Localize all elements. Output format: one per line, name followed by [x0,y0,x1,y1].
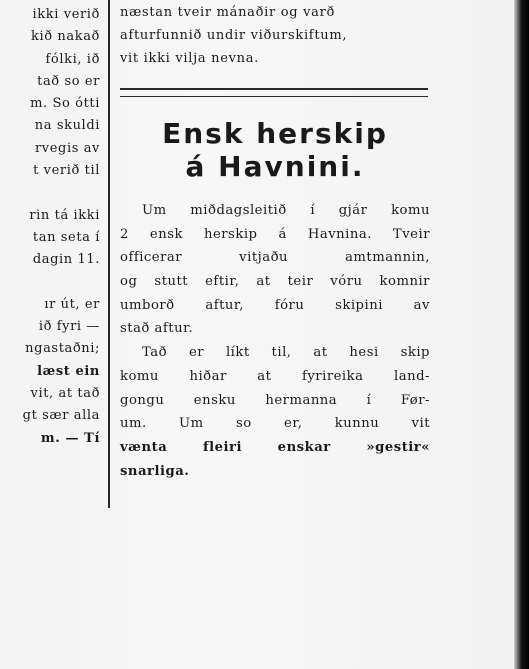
left-blank-line [0,272,100,294]
article-line: officerar vitjaðu amtmannin, [120,250,430,266]
article-line: Tað er líkt til, at hesi skip [142,345,430,361]
left-line: ngastaðni; [25,341,100,357]
section-divider [120,88,428,97]
left-line: rin tá ikki [29,207,100,223]
left-line: tað so er [37,73,100,89]
article-line: Um miðdagsleitið í gjár komu [142,203,430,218]
left-line: rvegis av [34,140,100,156]
left-blank-line [0,182,100,204]
left-line: fólki, ið [45,51,100,67]
page-edge-shadow [514,0,529,669]
article-line: um. Um so er, kunnu vit [120,416,430,432]
prev-line: næstan tveir mánaðir og varð [120,5,336,20]
headline-line-1: Ensk herskip [162,117,388,150]
left-line: ið fyri — [38,319,100,335]
article-line: umborð aftur, fóru skipini av [120,297,430,313]
left-line: m. — Tí [40,430,100,446]
left-line: vit, at tað [30,386,100,402]
article-line: snarliga. [120,463,190,479]
article-headline [120,117,430,183]
left-line: gt sær alla [22,408,100,424]
left-line: t verið til [33,163,100,179]
left-line: læst ein [37,363,100,379]
prev-line: afturfunnið undir viðurskiftum, [120,28,348,43]
previous-article-tail [120,1,430,70]
left-line: ikki verið [32,7,100,22]
left-line: dagin 11. [32,252,100,268]
article-line: og stutt eftir, at teir vóru komnir [120,274,430,290]
article-body [120,199,430,483]
article-line: stað aftur. [120,321,194,337]
left-line: ır út, er [44,296,100,312]
headline-line-2: á Havnini. [185,150,365,183]
left-line: m. So ótti [30,96,100,112]
left-line: kið nakað [31,29,100,45]
article-line: vænta fleiri enskar »gestir« [120,439,430,455]
right-column [120,0,430,483]
article-line: komu hiðar at fyrireika land- [120,368,430,384]
left-line: na skuldi [34,118,100,134]
article-line: 2 ensk herskip á Havnina. Tveir [120,226,430,242]
column-divider [108,0,110,508]
prev-line: vit ikki vilja nevna. [120,51,259,66]
left-line: tan seta í [32,229,100,245]
article-line: gongu ensku hermanna í Før- [120,392,430,408]
left-column-text [0,4,100,450]
